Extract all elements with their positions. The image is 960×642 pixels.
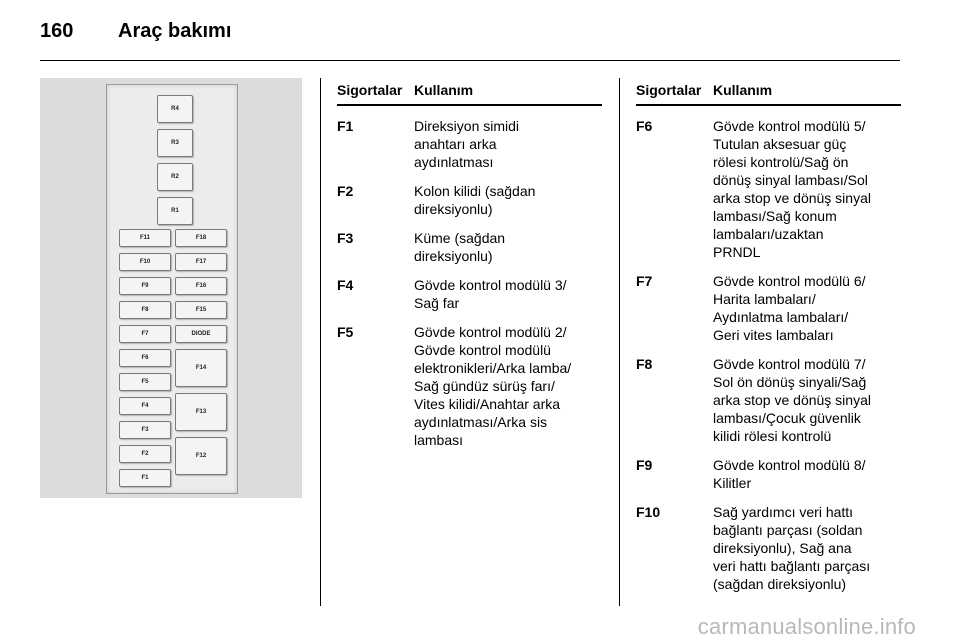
fuse-f4: F4 [119, 397, 171, 415]
header-usage: Kullanım [414, 82, 474, 98]
fuse-usage: Gövde kontrol modülü 7/ Sol ön dönüş sinyali/Sağ arka stop ve dönüş sinyal lambası/Çocuk güvenlik kilidi rölesi kontrolü [713, 356, 871, 444]
fuse-f13: F13 [175, 393, 227, 431]
fuse-code: F10 [636, 504, 661, 520]
fuse-f6: F6 [119, 349, 171, 367]
header-divider [40, 60, 900, 61]
table-row [337, 182, 602, 218]
fuse-panel [106, 84, 238, 494]
fuse-r1: R1 [157, 197, 193, 225]
table-row [636, 272, 901, 344]
fuse-code: F3 [337, 230, 354, 246]
table-row [636, 355, 901, 445]
table-row [636, 456, 901, 492]
fuse-f8: F8 [119, 301, 171, 319]
fuse-f9: F9 [119, 277, 171, 295]
fuse-usage: Gövde kontrol modülü 8/ Kilitler [713, 457, 866, 491]
fuse-r3: R3 [157, 129, 193, 157]
fuse-r2: R2 [157, 163, 193, 191]
fuse-usage: Sağ yardımcı veri hattı bağlantı parçası (soldan direksiyonlu), Sağ ana veri hattı bağlantı parçası (sağdan direksiyonlu) [713, 504, 871, 592]
fuse-code: F6 [636, 118, 653, 134]
fuse-f15: F15 [175, 301, 227, 319]
fuse-f10: F10 [119, 253, 171, 271]
fuse-f12: F12 [175, 437, 227, 475]
fuse-usage: Gövde kontrol modülü 5/ Tutulan aksesuar güç rölesi kontrolü/Sağ ön dönüş sinyal lambası/Sol arka stop ve dönüş sinyal lambası/Sağ konum lambaları/uzaktan PRNDL [713, 118, 871, 260]
header-fuses: Sigortalar [636, 82, 702, 98]
fuse-f18: F18 [175, 229, 227, 247]
fuse-f11: F11 [119, 229, 171, 247]
table-header [337, 82, 602, 106]
fuse-code: F7 [636, 273, 653, 289]
fuse-usage: Kolon kilidi (sağdan direksiyonlu) [414, 183, 536, 217]
fuse-code: F4 [337, 277, 354, 293]
fuse-f16: F16 [175, 277, 227, 295]
table-row [636, 503, 901, 593]
fuse-f3: F3 [119, 421, 171, 439]
table-row [337, 229, 602, 265]
page-number: 160 [40, 20, 74, 42]
fuse-f7: F7 [119, 325, 171, 343]
header-fuses: Sigortalar [337, 82, 403, 98]
fuse-r4: R4 [157, 95, 193, 123]
fuse-code: F8 [636, 356, 653, 372]
fuse-code: F2 [337, 183, 354, 199]
table-row [337, 117, 602, 171]
watermark: carmanualsonline.info [697, 614, 916, 639]
fuse-code: F5 [337, 324, 354, 340]
header-usage: Kullanım [713, 82, 773, 98]
table-header [636, 82, 901, 106]
fuse-f2: F2 [119, 445, 171, 463]
fuse-table-left [337, 82, 602, 449]
fuse-usage: Gövde kontrol modülü 6/ Harita lambaları/ Aydınlatma lambaları/ Geri vites lambaları [713, 273, 866, 343]
page-title: Araç bakımı [118, 20, 232, 42]
table-row [337, 323, 602, 449]
table-row [636, 117, 901, 261]
fuse-usage: Küme (sağdan direksiyonlu) [414, 230, 506, 264]
fuse-f1: F1 [119, 469, 171, 487]
fuse-usage: Direksiyon simidi anahtarı arka aydınlatması [414, 118, 520, 170]
fuse-diode: DIODE [175, 325, 227, 343]
fuse-box-diagram [40, 78, 302, 498]
fuse-usage: Gövde kontrol modülü 2/ Gövde kontrol modülü elektronikleri/Arka lamba/ Sağ gündüz sürüş farı/ Vites kilidi/Anahtar arka aydınlatması/Arka sis lambası [414, 324, 572, 448]
fuse-code: F1 [337, 118, 354, 134]
fuse-f5: F5 [119, 373, 171, 391]
table-row [337, 276, 602, 312]
fuse-table-right [636, 82, 901, 593]
fuse-code: F9 [636, 457, 653, 473]
fuse-f17: F17 [175, 253, 227, 271]
fuse-f14: F14 [175, 349, 227, 387]
column-divider-left [320, 78, 321, 606]
fuse-usage: Gövde kontrol modülü 3/ Sağ far [414, 277, 567, 311]
column-divider-right [619, 78, 620, 606]
